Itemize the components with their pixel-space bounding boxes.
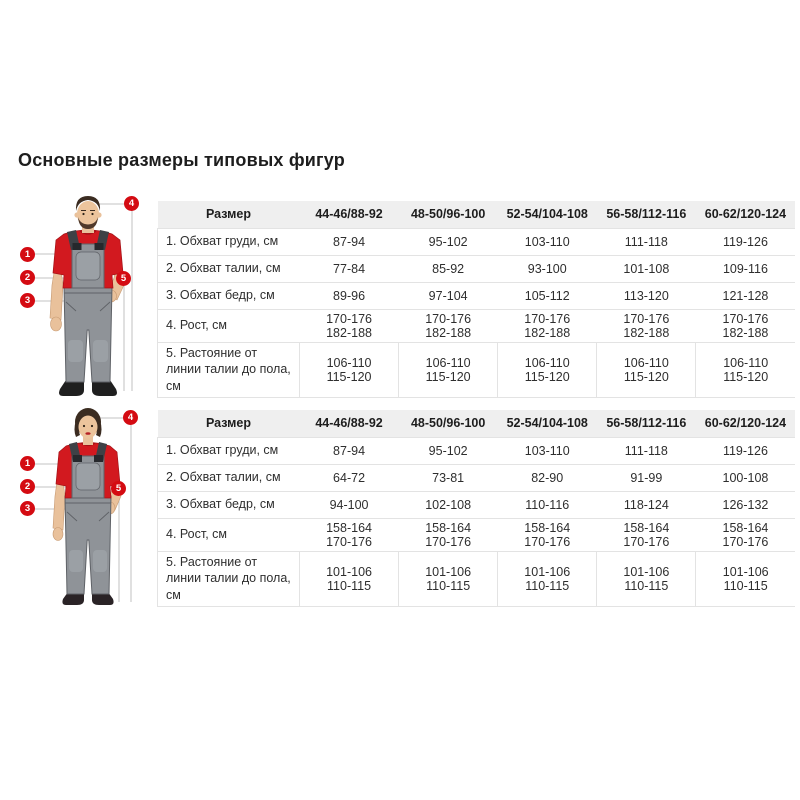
row-label: 2. Обхват талии, см <box>158 464 300 491</box>
value-cell: 110-116 <box>498 491 597 518</box>
value-cell: 106-110115-120 <box>399 342 498 398</box>
value-cell: 73-81 <box>399 464 498 491</box>
row-label: 2. Обхват талии, см <box>158 255 300 282</box>
value-cell: 158-164170-176 <box>597 518 696 551</box>
measurement-marker-4: 4 <box>124 196 139 211</box>
value-cell: 158-164170-176 <box>696 518 795 551</box>
value-cell: 91-99 <box>597 464 696 491</box>
value-cell: 101-106110-115 <box>597 551 696 607</box>
measurement-marker-4: 4 <box>123 410 138 425</box>
value-cell: 94-100 <box>300 491 399 518</box>
value-cell: 106-110115-120 <box>498 342 597 398</box>
value-cell: 170-176182-188 <box>399 309 498 342</box>
row-label: 3. Обхват бедр, см <box>158 282 300 309</box>
value-cell: 170-176182-188 <box>498 309 597 342</box>
value-cell: 82-90 <box>498 464 597 491</box>
table-row <box>158 437 796 464</box>
size-column-header: 56-58/112-116 <box>597 201 696 228</box>
value-cell: 109-116 <box>696 255 795 282</box>
measurement-marker-3: 3 <box>20 501 35 516</box>
measurement-marker-2: 2 <box>20 270 35 285</box>
size-column-header: 60-62/120-124 <box>696 201 795 228</box>
value-cell: 113-120 <box>597 282 696 309</box>
value-cell: 100-108 <box>696 464 795 491</box>
table-row <box>158 464 796 491</box>
table-row <box>158 518 796 551</box>
measurement-marker-3: 3 <box>20 293 35 308</box>
size-column-header: 52-54/104-108 <box>498 201 597 228</box>
value-cell: 119-126 <box>696 228 795 255</box>
value-cell: 101-106110-115 <box>300 551 399 607</box>
table-row <box>158 342 796 398</box>
value-cell: 118-124 <box>597 491 696 518</box>
size-column-header: 48-50/96-100 <box>399 410 498 437</box>
value-cell: 170-176182-188 <box>300 309 399 342</box>
value-cell: 93-100 <box>498 255 597 282</box>
size-column-header: 60-62/120-124 <box>696 410 795 437</box>
measurement-marker-1: 1 <box>20 456 35 471</box>
value-cell: 121-128 <box>696 282 795 309</box>
value-cell: 170-176182-188 <box>597 309 696 342</box>
value-cell: 105-112 <box>498 282 597 309</box>
table-row <box>158 255 796 282</box>
table-row <box>158 228 796 255</box>
row-label: 4. Рост, см <box>158 309 300 342</box>
value-cell: 87-94 <box>300 228 399 255</box>
value-cell: 102-108 <box>399 491 498 518</box>
table-row <box>158 491 796 518</box>
female-figure-panel <box>0 400 155 612</box>
value-cell: 103-110 <box>498 228 597 255</box>
value-cell: 101-106110-115 <box>696 551 795 607</box>
men-size-table <box>157 201 795 398</box>
value-cell: 101-108 <box>597 255 696 282</box>
value-cell: 87-94 <box>300 437 399 464</box>
value-cell: 95-102 <box>399 437 498 464</box>
size-column-header: 44-46/88-92 <box>300 410 399 437</box>
value-cell: 106-110115-120 <box>696 342 795 398</box>
value-cell: 95-102 <box>399 228 498 255</box>
row-label: 5. Растояние от линии талии до пола, см <box>158 551 300 607</box>
value-cell: 64-72 <box>300 464 399 491</box>
row-label: 1. Обхват груди, см <box>158 437 300 464</box>
value-cell: 126-132 <box>696 491 795 518</box>
value-cell: 106-110115-120 <box>597 342 696 398</box>
page-title: Основные размеры типовых фигур <box>18 150 345 170</box>
measurement-marker-1: 1 <box>20 247 35 262</box>
value-cell: 170-176182-188 <box>696 309 795 342</box>
value-cell: 103-110 <box>498 437 597 464</box>
size-column-header: 48-50/96-100 <box>399 201 498 228</box>
value-cell: 97-104 <box>399 282 498 309</box>
value-cell: 101-106110-115 <box>498 551 597 607</box>
size-column-header: 52-54/104-108 <box>498 410 597 437</box>
row-label: 5. Растояние от линии талии до пола, см <box>158 342 300 398</box>
size-row-header: Размер <box>158 201 300 228</box>
size-column-header: 44-46/88-92 <box>300 201 399 228</box>
table-row <box>158 309 796 342</box>
value-cell: 111-118 <box>597 228 696 255</box>
row-label: 4. Рост, см <box>158 518 300 551</box>
women-size-table <box>157 410 795 607</box>
value-cell: 158-164170-176 <box>300 518 399 551</box>
value-cell: 77-84 <box>300 255 399 282</box>
value-cell: 111-118 <box>597 437 696 464</box>
value-cell: 85-92 <box>399 255 498 282</box>
row-label: 3. Обхват бедр, см <box>158 491 300 518</box>
measurement-marker-5: 5 <box>116 271 131 286</box>
measurement-marker-5: 5 <box>111 481 126 496</box>
value-cell: 89-96 <box>300 282 399 309</box>
size-row-header: Размер <box>158 410 300 437</box>
table-row <box>158 551 796 607</box>
value-cell: 158-164170-176 <box>498 518 597 551</box>
male-figure-panel <box>0 190 155 402</box>
value-cell: 158-164170-176 <box>399 518 498 551</box>
row-label: 1. Обхват груди, см <box>158 228 300 255</box>
value-cell: 119-126 <box>696 437 795 464</box>
size-column-header: 56-58/112-116 <box>597 410 696 437</box>
measurement-marker-2: 2 <box>20 479 35 494</box>
value-cell: 106-110115-120 <box>300 342 399 398</box>
value-cell: 101-106110-115 <box>399 551 498 607</box>
table-row <box>158 282 796 309</box>
